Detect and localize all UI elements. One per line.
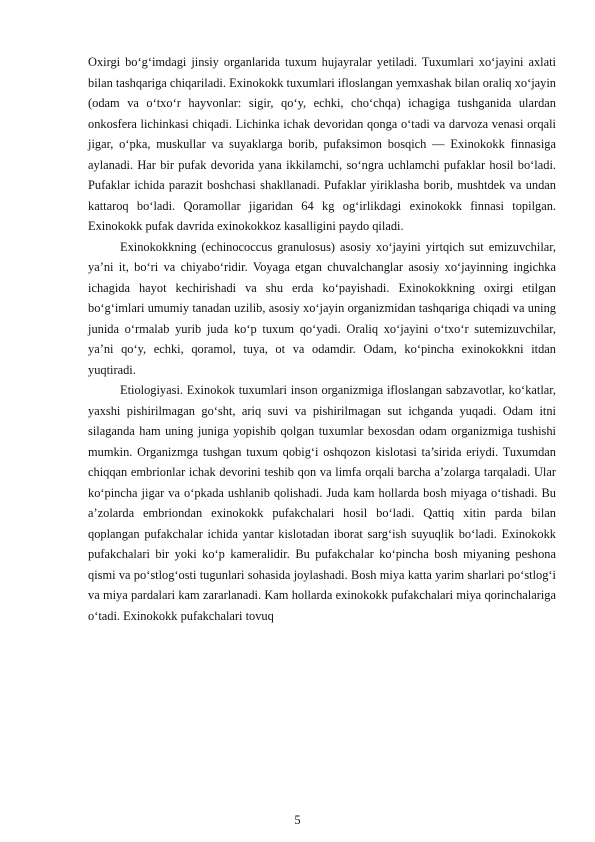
paragraph-lifecycle: Oxirgi boʻgʻimdagi jinsiy organlarida tuxum hujayralar yetiladi. Tuxumlari xoʻjayini axlati bilan tashqariga chiqariladi. Exinokokk tuxumlari ifloslangan yemxashak bilan oraliq xoʻjayin (odam va oʻtxoʻr hayvonlar: sigir, qoʻy, echki, choʻchqa) ichagiga tushganida ulardan onkosfera lichinkasi chiqadi. Lichinka ichak devoridan qonga oʻtadi va darvoza venasi orqali jigar, oʻpka, muskullar va suyaklarga borib, pufaksimon bosqich — Exinokokk finnasiga aylanadi. Har bir pufak devorida yana ikkilamchi, soʻngra uchlamchi pufaklar hosil boʻladi. Pufaklar ichida parazit boshchasi shakllanadi. Pufaklar yiriklasha borib, mushtdek va undan kattaroq boʻladi. Qoramollar jigaridan 64 kg ogʻirlikdagi exinokokk finnasi topilgan. Exinokokk pufak davrida exinokokkoz kasalligini paydo qiladi. [88, 55, 556, 233]
paragraph-hosts: Exinokokkning (echinococcus granulosus) asosiy xo‘jayini yirtqich sut emizuvchilar, ya’ni it, bo‘ri va chiyabo‘ridir. Voyaga etgan chuvalchanglar asosiy xo‘jayinning ingichka ichagida hayot kechirishadi va shu erda ko‘payishadi. Exinokokkning oxirgi etilgan bo‘g‘imlari umumiy tanadan uzilib, asosiy xo‘jayin organizmidan tashqariga chiqadi va uning junida o‘rmalab yurib juda ko‘p tuxum qo‘yadi. Oraliq xo‘jayini o‘txo‘r sutemizuvchilar, ya’ni qo‘y, echki, qoramol, tuya, ot va odamdir. Odam, ko‘pincha exinokokkni itdan yuqtiradi. [88, 239, 556, 377]
paragraph-etiology: Etiologiyasi. Exinokok tuxumlari inson organizmiga ifloslangan sabzavotlar, ko‘katlar, yaxshi pishirilmagan go‘sht, ariq suvi va pishirilmagan sut ichganda yuqadi. Odam itni silaganda ham uning juniga yopishib qolgan tuxumlar bexosdan odam organizmiga tushishi mumkin. Organizmga tushgan tuxum qobig‘i oshqozon kislotasi ta’sirida eriydi. Tuxumdan chiqqan embrionlar ichak devorini teshib qon va limfa orqali barcha a’zolarga tarqaladi. Ular ko‘pincha jigar va o‘pkada ushlanib qolishadi. Juda kam hollarda bosh miyaga o‘tishadi. Bu a’zolarda embriondan exinokokk pufakchalari hosil bo‘ladi. Qattiq xitin parda bilan qoplangan pufakchalar ichida yantar kislotadan iborat sarg‘ish suyuqlik bo‘ladi. Exinokokk pufakchalari bir yoki ko‘p kameralidir. Bu pufakchalar ko‘pincha bosh miyaning peshona qismi va po‘stlog‘osti tugunlari sohasida joylashadi. Bosh miya katta yarim sharlari po‘stlog‘i va miya pardalari kam zararlanadi. Kam hollarda exinokokk pufakchalari miya qorinchalariga o‘tadi. Exinokokk pufakchalari tovuq [88, 383, 556, 623]
document-page [88, 52, 556, 626]
page-number: 5 [294, 813, 301, 827]
